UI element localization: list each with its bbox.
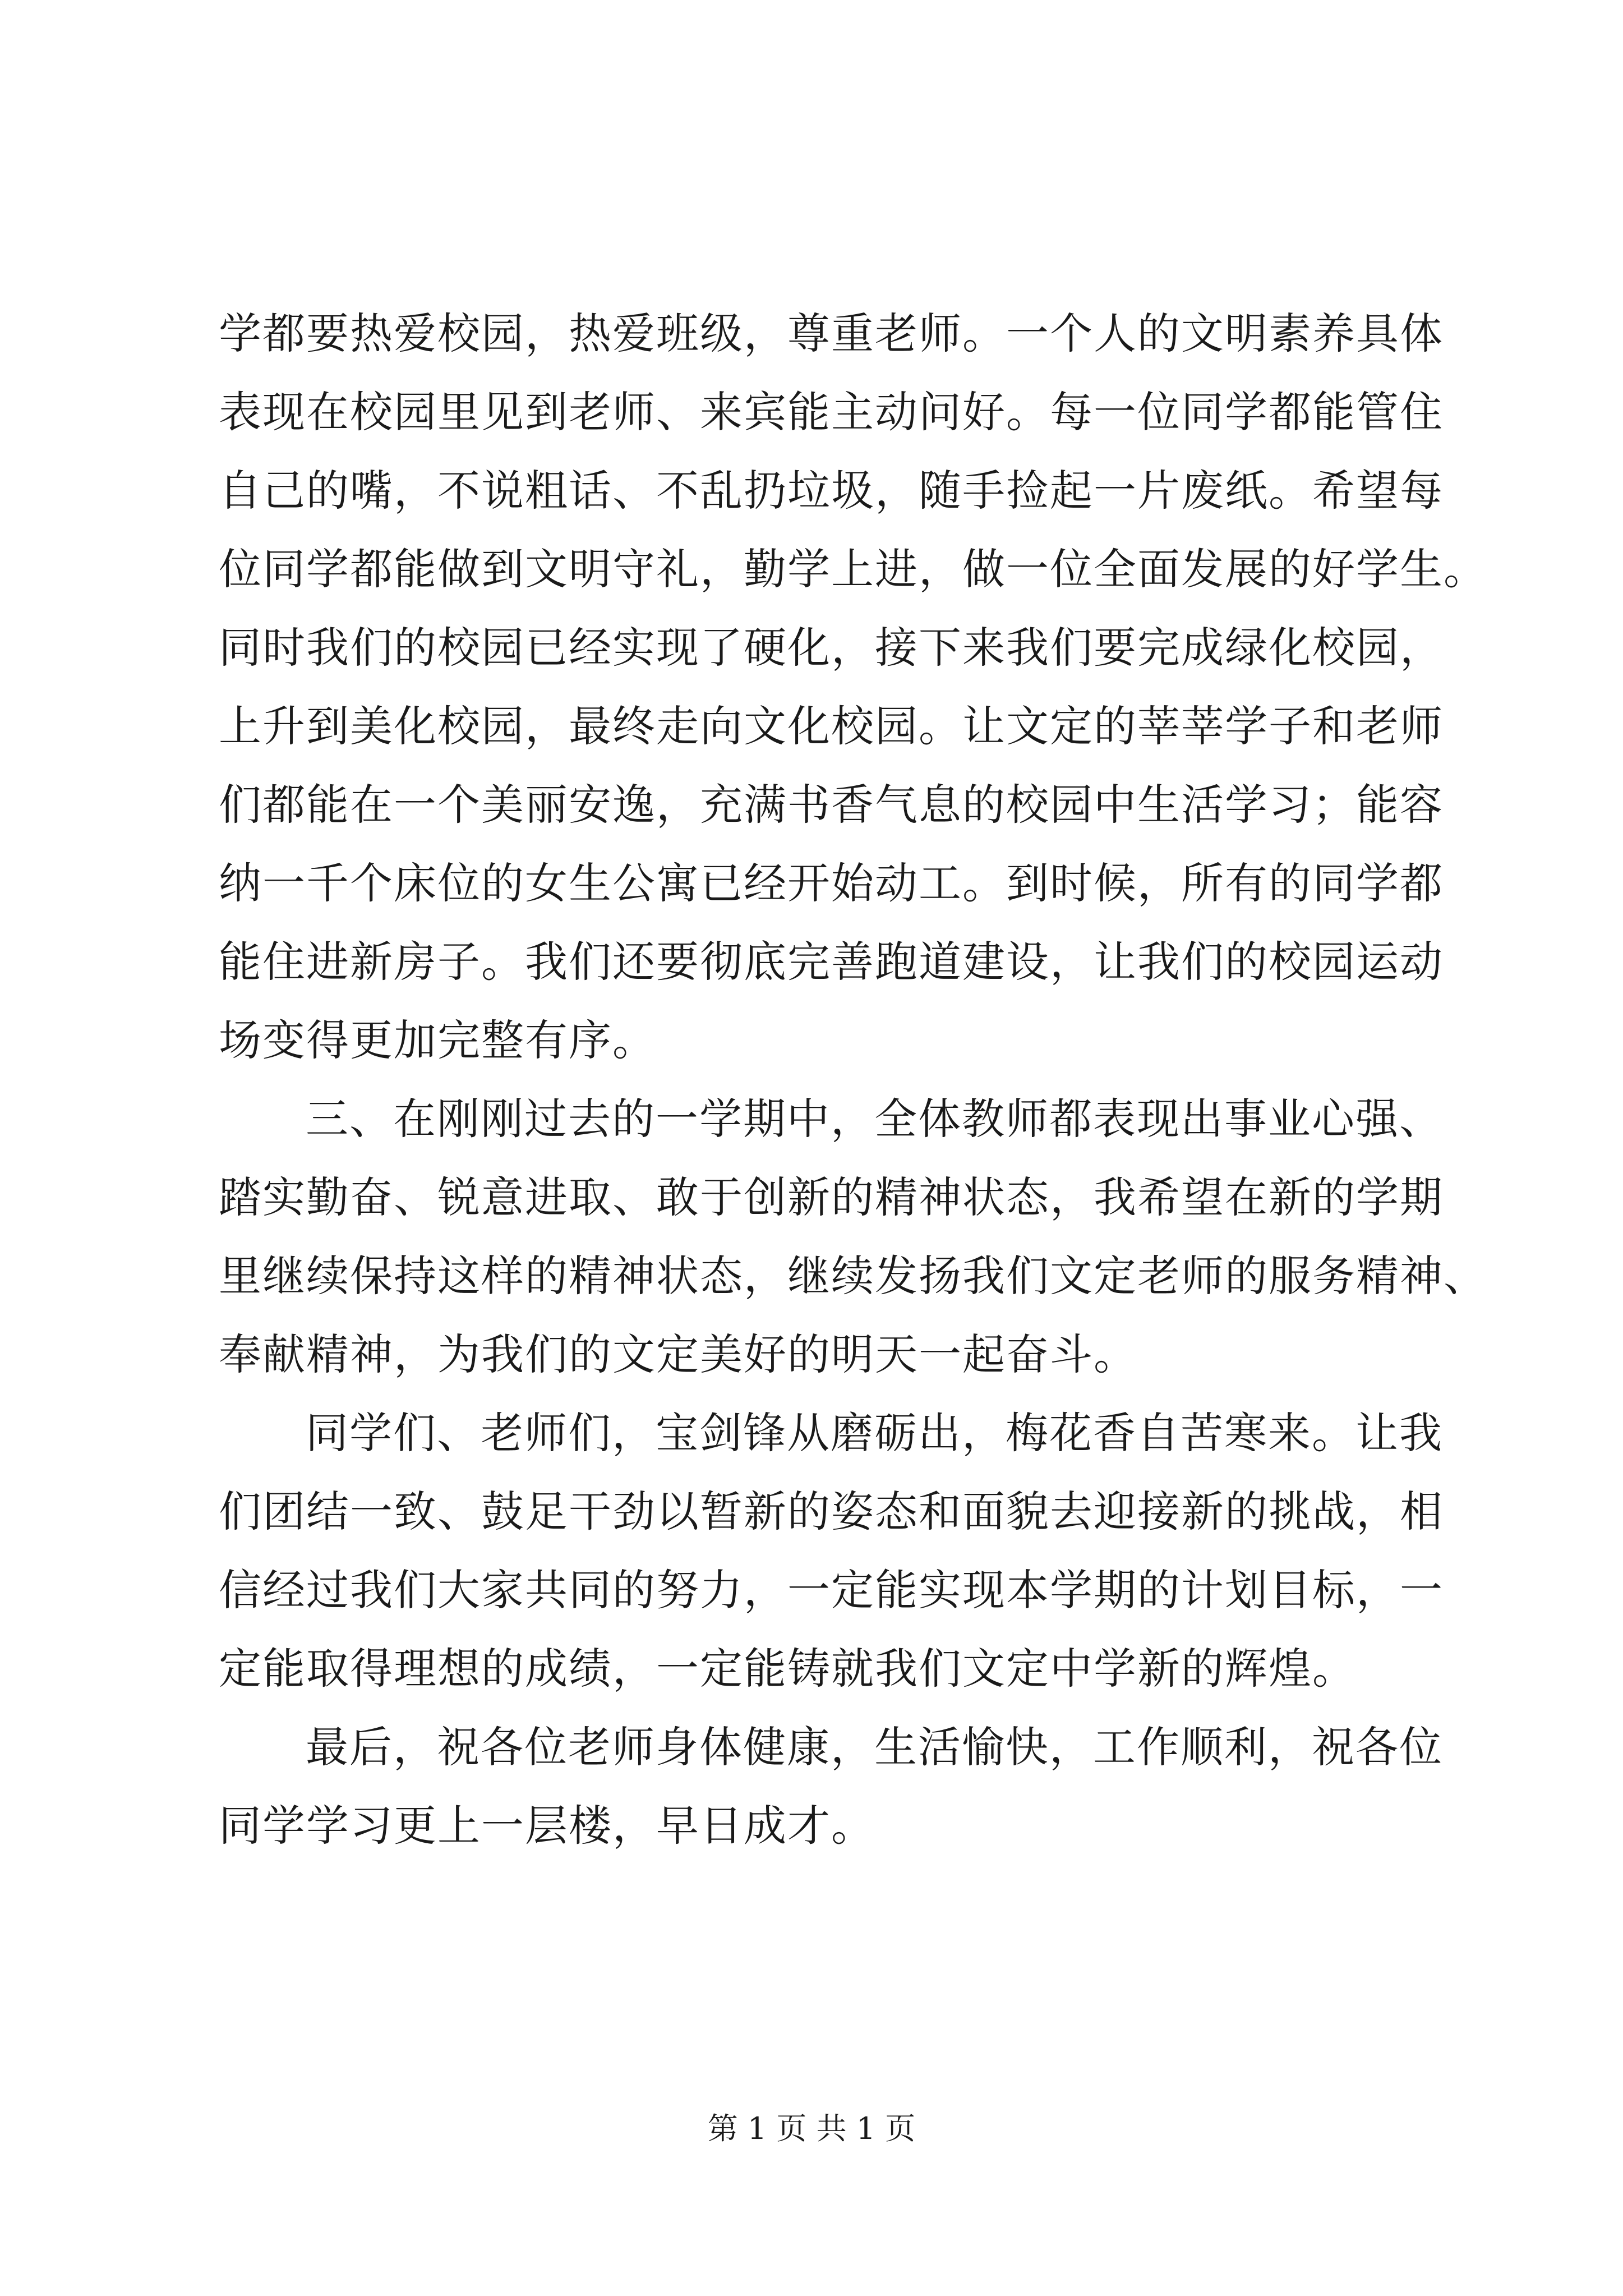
text-line: 们团结一致、鼓足干劲以暂新的姿态和面貌去迎接新的挑战，相 [219, 1487, 1444, 1536]
text-line: 表现在校园里见到老师、来宾能主动问好。每一位同学都能管住 [219, 387, 1444, 437]
text-line: 信经过我们大家共同的努力，一定能实现本学期的计划目标，一 [219, 1565, 1444, 1615]
paragraph-start-line: 三、在刚刚过去的一学期中，全体教师都表现出事业心强、 [306, 1094, 1443, 1144]
text-line: 踏实勤奋、锐意进取、敢于创新的精神状态，我希望在新的学期 [219, 1172, 1444, 1222]
text-line: 定能取得理想的成绩，一定能铸就我们文定中学新的辉煌。 [219, 1644, 1356, 1694]
text-line: 们都能在一个美丽安逸，充满书香气息的校园中生活学习；能容 [219, 780, 1444, 830]
text-line: 纳一千个床位的女生公寓已经开始动工。到时候，所有的同学都 [219, 858, 1444, 908]
text-line: 自己的嘴，不说粗话、不乱扔垃圾，随手捡起一片废纸。希望每 [219, 466, 1444, 516]
text-line: 场变得更加完整有序。 [219, 1015, 656, 1065]
text-line: 学都要热爱校园，热爱班级，尊重老师。一个人的文明素养具体 [219, 309, 1444, 358]
text-line: 里继续保持这样的精神状态，继续发扬我们文定老师的服务精神、 [219, 1251, 1487, 1301]
paragraph-start-line: 最后，祝各位老师身体健康，生活愉快，工作顺利，祝各位 [306, 1722, 1443, 1772]
text-line: 能住进新房子。我们还要彻底完善跑道建设，让我们的校园运动 [219, 937, 1444, 987]
text-line: 奉献精神，为我们的文定美好的明天一起奋斗。 [219, 1329, 1137, 1379]
paragraph-start-line: 同学们、老师们，宝剑锋从磨砺出，梅花香自苦寒来。让我 [306, 1408, 1443, 1458]
text-line: 同时我们的校园已经实现了硬化，接下来我们要完成绿化校园， [219, 623, 1444, 673]
text-line: 位同学都能做到文明守礼，勤学上进，做一位全面发展的好学生。 [219, 544, 1487, 594]
text-line: 上升到美化校园，最终走向文化校园。让文定的莘莘学子和老师 [219, 701, 1444, 751]
page-footer: 第 1 页 共 1 页 [707, 2111, 916, 2146]
text-line: 同学学习更上一层楼，早日成才。 [219, 1801, 875, 1851]
